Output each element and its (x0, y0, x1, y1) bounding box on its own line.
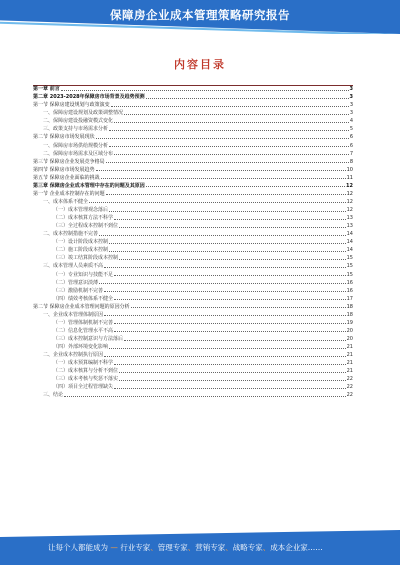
toc-entry-text: 一、保障房建设规划及政策调整情况 (43, 110, 124, 117)
toc-entry-page: 13 (346, 223, 353, 230)
toc-leader-dots (61, 89, 349, 91)
toc-leader-dots (114, 363, 346, 365)
toc-entry-page: 22 (346, 376, 353, 383)
toc-leader-dots (96, 169, 346, 171)
toc-entry-page: 6 (349, 134, 353, 141)
toc-entry[interactable] (33, 221, 353, 229)
toc-entry-page: 11 (346, 174, 353, 181)
toc-entry-page: 3 (349, 86, 353, 93)
toc-entry-text: （三）成本考核与奖惩不落实 (53, 376, 119, 383)
toc-leader-dots (111, 105, 349, 107)
toc-entry-text: 一、成本体系不健全 (43, 198, 89, 205)
toc-entry-page: 10 (346, 166, 353, 173)
footer-separator: 、 (187, 543, 196, 552)
toc-entry-text: 第一节 企业成本控制存在的问题 (33, 190, 105, 197)
toc-entry-page: 15 (346, 263, 353, 270)
toc-entry-page: 15 (346, 255, 353, 262)
footer-separator: — (110, 543, 121, 552)
toc-entry[interactable] (33, 318, 353, 326)
toc-entry[interactable] (33, 140, 353, 148)
toc-entry[interactable] (33, 334, 353, 342)
toc-entry-text: （四）绩效考核体系不健全 (53, 295, 114, 302)
toc-leader-dots (114, 298, 346, 300)
toc-entry[interactable] (33, 237, 353, 245)
toc-entry-text: 一、保障房市场供给规模分析 (43, 142, 109, 149)
toc-entry-text: 第三节 保障房企业发展竞争格局 (33, 158, 105, 165)
toc-entry[interactable] (33, 84, 353, 92)
toc-entry-text: （一）设计阶段成本控制 (53, 239, 109, 246)
footer-slogan-line (48, 542, 323, 553)
toc-entry-text: 一、企业成本管理体制原因 (43, 311, 104, 318)
toc-entry[interactable] (33, 213, 353, 221)
toc-entry[interactable] (33, 374, 353, 382)
toc-entry-text: 二、成本控制措施不完善 (43, 231, 99, 238)
toc-entry-page: 4 (349, 118, 353, 125)
toc-leader-dots (104, 355, 346, 357)
toc-leader-dots (109, 347, 346, 349)
toc-entry[interactable] (33, 165, 353, 173)
toc-entry-text: 第二节 保障房企业成本管理问题的原因分析 (33, 303, 130, 310)
toc-entry-page: 20 (346, 327, 353, 334)
toc-leader-dots (99, 282, 346, 284)
toc-entry[interactable] (33, 261, 353, 269)
toc-entry-page: 3 (349, 102, 353, 109)
toc-entry-text: （二）成本核算与分析不到位 (53, 368, 119, 375)
toc-leader-dots (119, 379, 346, 381)
toc-entry-text: （三）竣工结算阶段成本控制 (53, 255, 119, 262)
toc-entry-page: 14 (346, 231, 353, 238)
toc-leader-dots (146, 185, 345, 187)
toc-entry-page: 14 (346, 239, 353, 246)
toc-title: 内容目录 (174, 58, 226, 71)
toc-entry-text: （四）项目全过程管理缺失 (53, 384, 114, 391)
toc-entry-text: 二、保障房建设投融资模式变化 (43, 118, 114, 125)
toc-entry-page: 18 (346, 303, 353, 310)
toc-leader-dots (64, 395, 346, 397)
toc-entry-page: 15 (346, 271, 353, 278)
toc-entry[interactable] (33, 124, 353, 132)
toc-entry-text: 第三章 保障房企业成本管理中存在的问题及其原因 (33, 182, 145, 189)
toc-leader-dots (114, 153, 349, 155)
toc-entry-page: 18 (346, 311, 353, 318)
toc-entry[interactable] (33, 326, 353, 334)
toc-entry-text: （一）专业知识与技能不足 (53, 271, 114, 278)
toc-leader-dots (109, 242, 346, 244)
toc-entry-text: （二）施工阶段成本控制 (53, 247, 109, 254)
toc-entry-text: （一）管理体制机制不完善 (53, 319, 114, 326)
footer-role: 管理专家 (157, 543, 188, 552)
toc-entry-page: 3 (349, 110, 353, 117)
toc-entry-text: （一）成本管理观念落后 (53, 207, 109, 213)
toc-entry-text: （三）全过程成本控制不到位 (53, 223, 119, 230)
toc-entry[interactable] (33, 350, 353, 358)
toc-entry[interactable] (33, 116, 353, 124)
toc-entry-page: 12 (346, 190, 353, 197)
toc-leader-dots (106, 193, 346, 195)
toc-entry[interactable] (33, 229, 353, 237)
toc-entry-text: 第一节 保障房建设规划与政策演变 (33, 102, 110, 109)
toc-entry-page: 13 (346, 215, 353, 222)
toc-leader-dots (109, 210, 346, 212)
toc-entry[interactable] (33, 358, 353, 366)
toc-entry-text: （二）管理意识淡薄 (53, 279, 99, 286)
toc-entry[interactable] (33, 181, 353, 189)
toc-entry[interactable] (33, 382, 353, 390)
toc-entry-page: 16 (346, 279, 353, 286)
toc-leader-dots (104, 266, 346, 268)
toc-entry[interactable] (33, 189, 353, 197)
toc-entry[interactable] (33, 294, 353, 302)
toc-entry[interactable] (33, 100, 353, 108)
toc-entry[interactable] (33, 253, 353, 261)
toc-leader-dots (124, 113, 349, 115)
toc-entry-page: 21 (346, 352, 353, 359)
toc-entry[interactable] (33, 310, 353, 318)
toc-entry-text: 三、成本管理人员素质不高 (43, 263, 104, 270)
toc-entry-text: 二、保障房市场需求及区域分布 (43, 150, 114, 157)
toc-entry-text: 三、政策支持与市场需求分析 (43, 126, 109, 133)
toc-leader-dots (109, 129, 349, 131)
toc-leader-dots (119, 258, 346, 260)
footer-separator: 、 (225, 543, 233, 552)
footer-role: 战略专家 (232, 543, 263, 552)
toc-entry-text: （二）成本核算方法不科学 (53, 215, 114, 222)
toc-entry-page: 20 (346, 336, 353, 342)
toc-entry-text: 第一章 前言 (33, 86, 60, 93)
toc-entry-text: （一）成本预算编制不科学 (53, 360, 114, 367)
toc-entry[interactable] (33, 108, 353, 116)
toc-entry-page: 12 (346, 207, 353, 213)
toc-leader-dots (114, 218, 346, 220)
toc-entry-text: （四）外部环境变化影响 (53, 344, 109, 351)
footer-slogan: 让每个人都能成为 (48, 543, 108, 552)
toc-entry-page: 12 (346, 182, 353, 189)
footer-role: 成本企业家…… (270, 543, 323, 552)
toc-entry[interactable] (33, 197, 353, 205)
toc-entry[interactable] (33, 302, 353, 310)
toc-entry-text: 第四节 保障房市场发展趋势 (33, 166, 95, 173)
toc-entry-page: 5 (349, 126, 353, 133)
toc-leader-dots (99, 234, 346, 236)
toc-entry-page: 14 (346, 247, 353, 254)
toc-leader-dots (131, 306, 346, 308)
toc-entry[interactable] (33, 342, 353, 350)
toc-leader-dots (124, 339, 346, 341)
toc-leader-dots (114, 330, 346, 332)
toc-leader-dots (96, 137, 349, 139)
table-of-contents (33, 84, 353, 398)
toc-entry[interactable] (33, 92, 353, 100)
toc-entry-text: 二、企业成本控制执行原因 (43, 352, 104, 359)
toc-leader-dots (89, 201, 346, 203)
toc-entry-page: 21 (346, 360, 353, 367)
toc-leader-dots (104, 314, 346, 316)
footer-role: 营销专家 (195, 543, 226, 552)
toc-leader-dots (109, 250, 346, 252)
toc-entry[interactable] (33, 278, 353, 286)
toc-entry-page: 6 (349, 142, 353, 149)
toc-entry-page: 7 (349, 150, 353, 157)
toc-entry[interactable] (33, 132, 353, 140)
toc-leader-dots (114, 387, 346, 389)
toc-entry[interactable] (33, 245, 353, 253)
toc-entry-text: 三、结论 (43, 392, 64, 399)
document-title: 保障房企业成本管理策略研究报告 (110, 8, 290, 22)
toc-leader-dots (114, 121, 349, 123)
toc-entry-page: 19 (346, 319, 353, 326)
toc-entry[interactable] (33, 157, 353, 165)
footer-separator: 、 (262, 543, 271, 552)
toc-leader-dots (119, 226, 346, 228)
toc-leader-dots (104, 290, 346, 292)
toc-entry-text: （三）成本控制意识与方法落后 (53, 336, 124, 342)
toc-leader-dots (119, 371, 346, 373)
toc-entry-page: 22 (346, 392, 353, 399)
toc-entry-text: 第二章 2023-2028年保障房市场背景及趋势预测 (33, 94, 145, 101)
toc-entry-page: 22 (346, 384, 353, 391)
toc-entry-text: 第五节 保障房企业面临的挑战 (33, 174, 100, 181)
toc-entry[interactable] (33, 390, 353, 398)
toc-leader-dots (146, 97, 349, 99)
toc-entry[interactable] (33, 149, 353, 157)
toc-entry-text: 第二节 保障房市场发展现状 (33, 134, 95, 141)
toc-entry-page: 12 (346, 198, 353, 205)
toc-entry-page: 8 (349, 158, 353, 165)
toc-leader-dots (114, 274, 346, 276)
footer-separator: 、 (150, 543, 158, 552)
toc-entry-page: 21 (346, 368, 353, 375)
toc-entry-page: 16 (346, 287, 353, 294)
toc-leader-dots (109, 145, 349, 147)
footer-role: 行业专家 (120, 543, 151, 552)
toc-entry-page: 3 (349, 94, 353, 101)
toc-leader-dots (114, 322, 346, 324)
toc-entry[interactable] (33, 286, 353, 294)
toc-entry[interactable] (33, 366, 353, 374)
toc-leader-dots (101, 177, 346, 179)
toc-entry[interactable] (33, 205, 353, 213)
toc-entry-text: （三）激励机制不完善 (53, 287, 104, 294)
toc-entry-text: （二）信息化管理水平不高 (53, 327, 114, 334)
toc-entry-page: 17 (346, 295, 353, 302)
toc-entry[interactable] (33, 173, 353, 181)
toc-leader-dots (106, 161, 349, 163)
toc-entry-page: 21 (346, 344, 353, 351)
toc-entry[interactable] (33, 269, 353, 277)
